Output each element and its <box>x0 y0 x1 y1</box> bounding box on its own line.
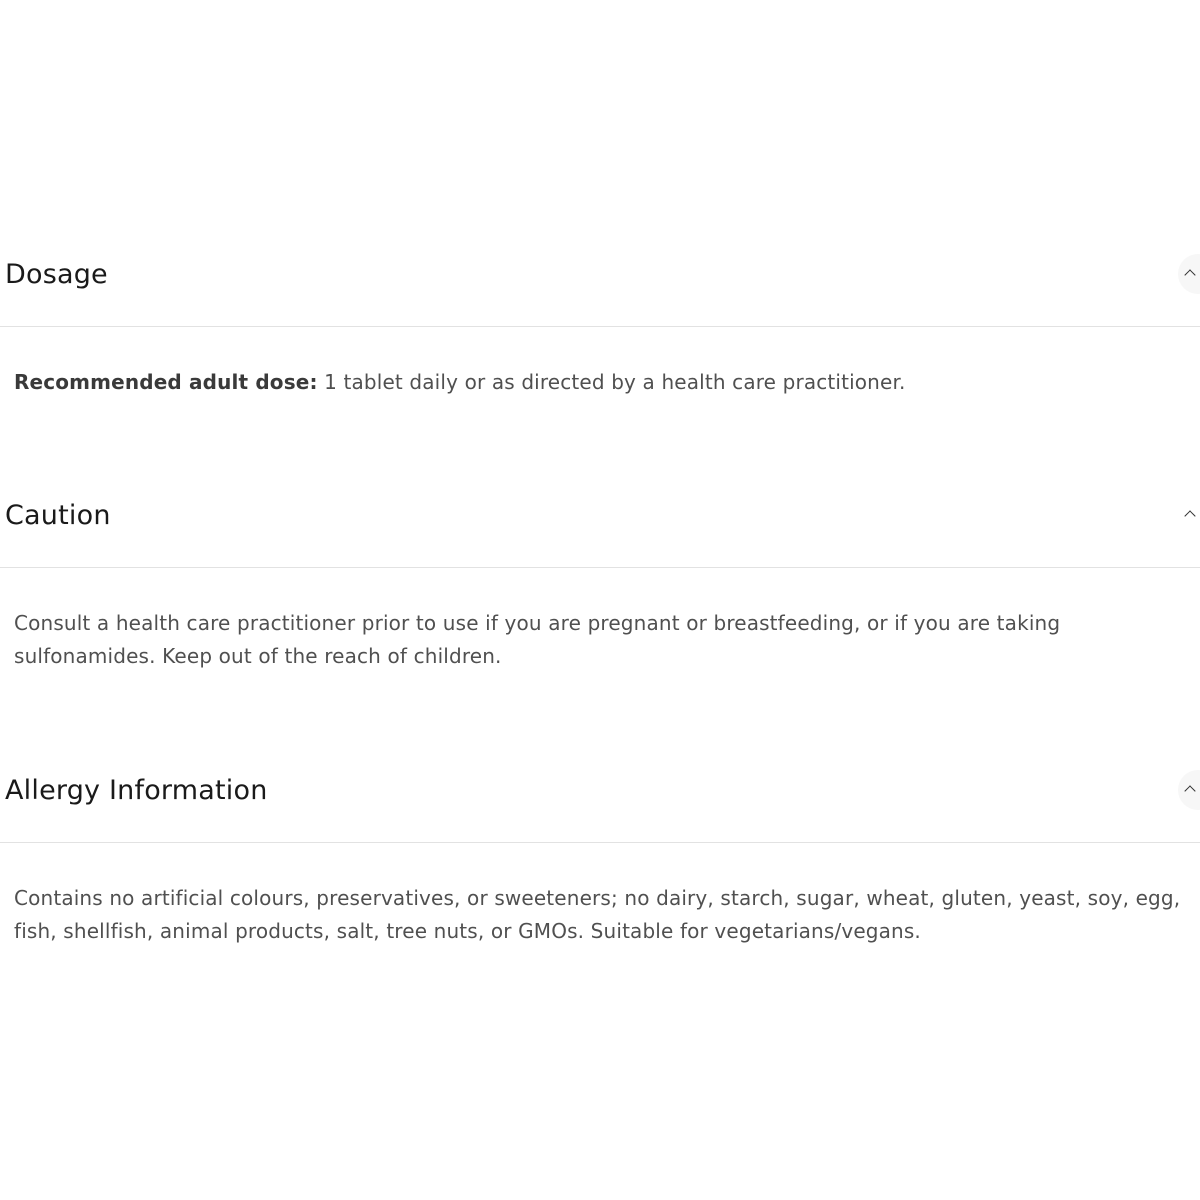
caution-header[interactable] <box>0 487 1200 568</box>
dosage-toggle-button[interactable] <box>1178 254 1200 294</box>
allergy-title: Allergy Information <box>5 775 268 806</box>
dosage-content <box>14 366 1194 399</box>
dosage-header[interactable] <box>0 246 1200 327</box>
chevron-up-icon <box>1184 269 1195 280</box>
allergy-toggle-button[interactable] <box>1178 770 1200 810</box>
dosage-text: 1 tablet daily or as directed by a health care practitioner. <box>324 370 906 394</box>
allergy-header[interactable] <box>0 762 1200 843</box>
chevron-up-icon <box>1184 785 1195 796</box>
chevron-up-icon <box>1184 510 1195 521</box>
dosage-label: Recommended adult dose: <box>14 370 318 394</box>
caution-toggle-button[interactable] <box>1178 495 1200 535</box>
caution-title: Caution <box>5 500 111 531</box>
dosage-title: Dosage <box>5 259 108 290</box>
allergy-content: Contains no artificial colours, preservatives, or sweeteners; no dairy, starch, sugar, wheat, gluten, yeast, soy, egg, fish, shellfish, animal products, salt, tree nuts, or GMOs. Suitable for vegetarians/vegans. <box>14 886 1181 943</box>
caution-content: Consult a health care practitioner prior to use if you are pregnant or breastfeeding, or if you are taking sulfonamides. Keep out of the reach of children. <box>14 611 1061 668</box>
